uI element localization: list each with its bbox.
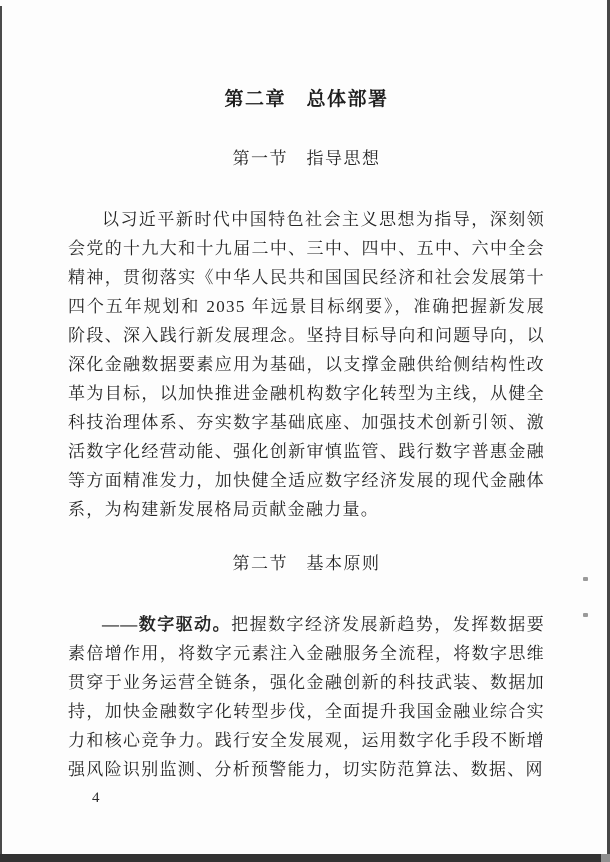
scan-artifact-speck <box>583 613 588 617</box>
scan-edge-left <box>0 6 2 862</box>
scan-edge-bottom <box>0 854 601 862</box>
principle-term-emphasis: ——数字驱动。 <box>102 615 232 634</box>
section-1-paragraph: 以习近平新时代中国特色社会主义思想为指导，深刻领会党的十九大和十九届二中、三中、四中、五中、六中全会精神，贯彻落实《中华人民共和国国民经济和社会发展第十四个五年规划和 2035 年远景目标纲要》，准确把握新发展阶段、深入践行新发展理念。坚持目标导向和问题导向，以深化金融数据要素应用为基础，以支撑金融供给侧结构性改革为目标，以加快推进金融机构数字化转型为主线，从健全科技治理体系、夯实数字基础底座、加强技术创新引领、激活数字化经营动能、强化创新审慎监管、践行数字普惠金融等方面精准发力，加快健全适应数字经济发展的现代金融体系，为构建新发展格局贡献金融力量。 <box>68 210 545 519</box>
section-2-heading: 第二节 基本原则 <box>232 554 381 573</box>
principle-body-text: 把握数字经济发展新趋势，发挥数据要素倍增作用，将数字元素注入金融服务全流程，将数字思维贯穿于业务运营全链条，强化金融创新的科技武装、数据加持，加快金融数字化转型步伐，全面提升我国金融业综合实力和核心竞争力。践行安全发展观，运用数字化手段不断增强风险识别监测、分析预警能力，切实防范算法、数据、网 <box>68 615 545 779</box>
chapter-title: 第二章 总体部署 <box>224 89 389 110</box>
scan-edge-bottom-corner <box>601 854 610 862</box>
scan-artifact-speck <box>583 577 588 581</box>
page-content <box>68 84 545 784</box>
section-2-paragraph <box>68 610 545 784</box>
page-number: 4 <box>92 790 100 806</box>
section-1-heading: 第一节 指导思想 <box>232 149 381 168</box>
